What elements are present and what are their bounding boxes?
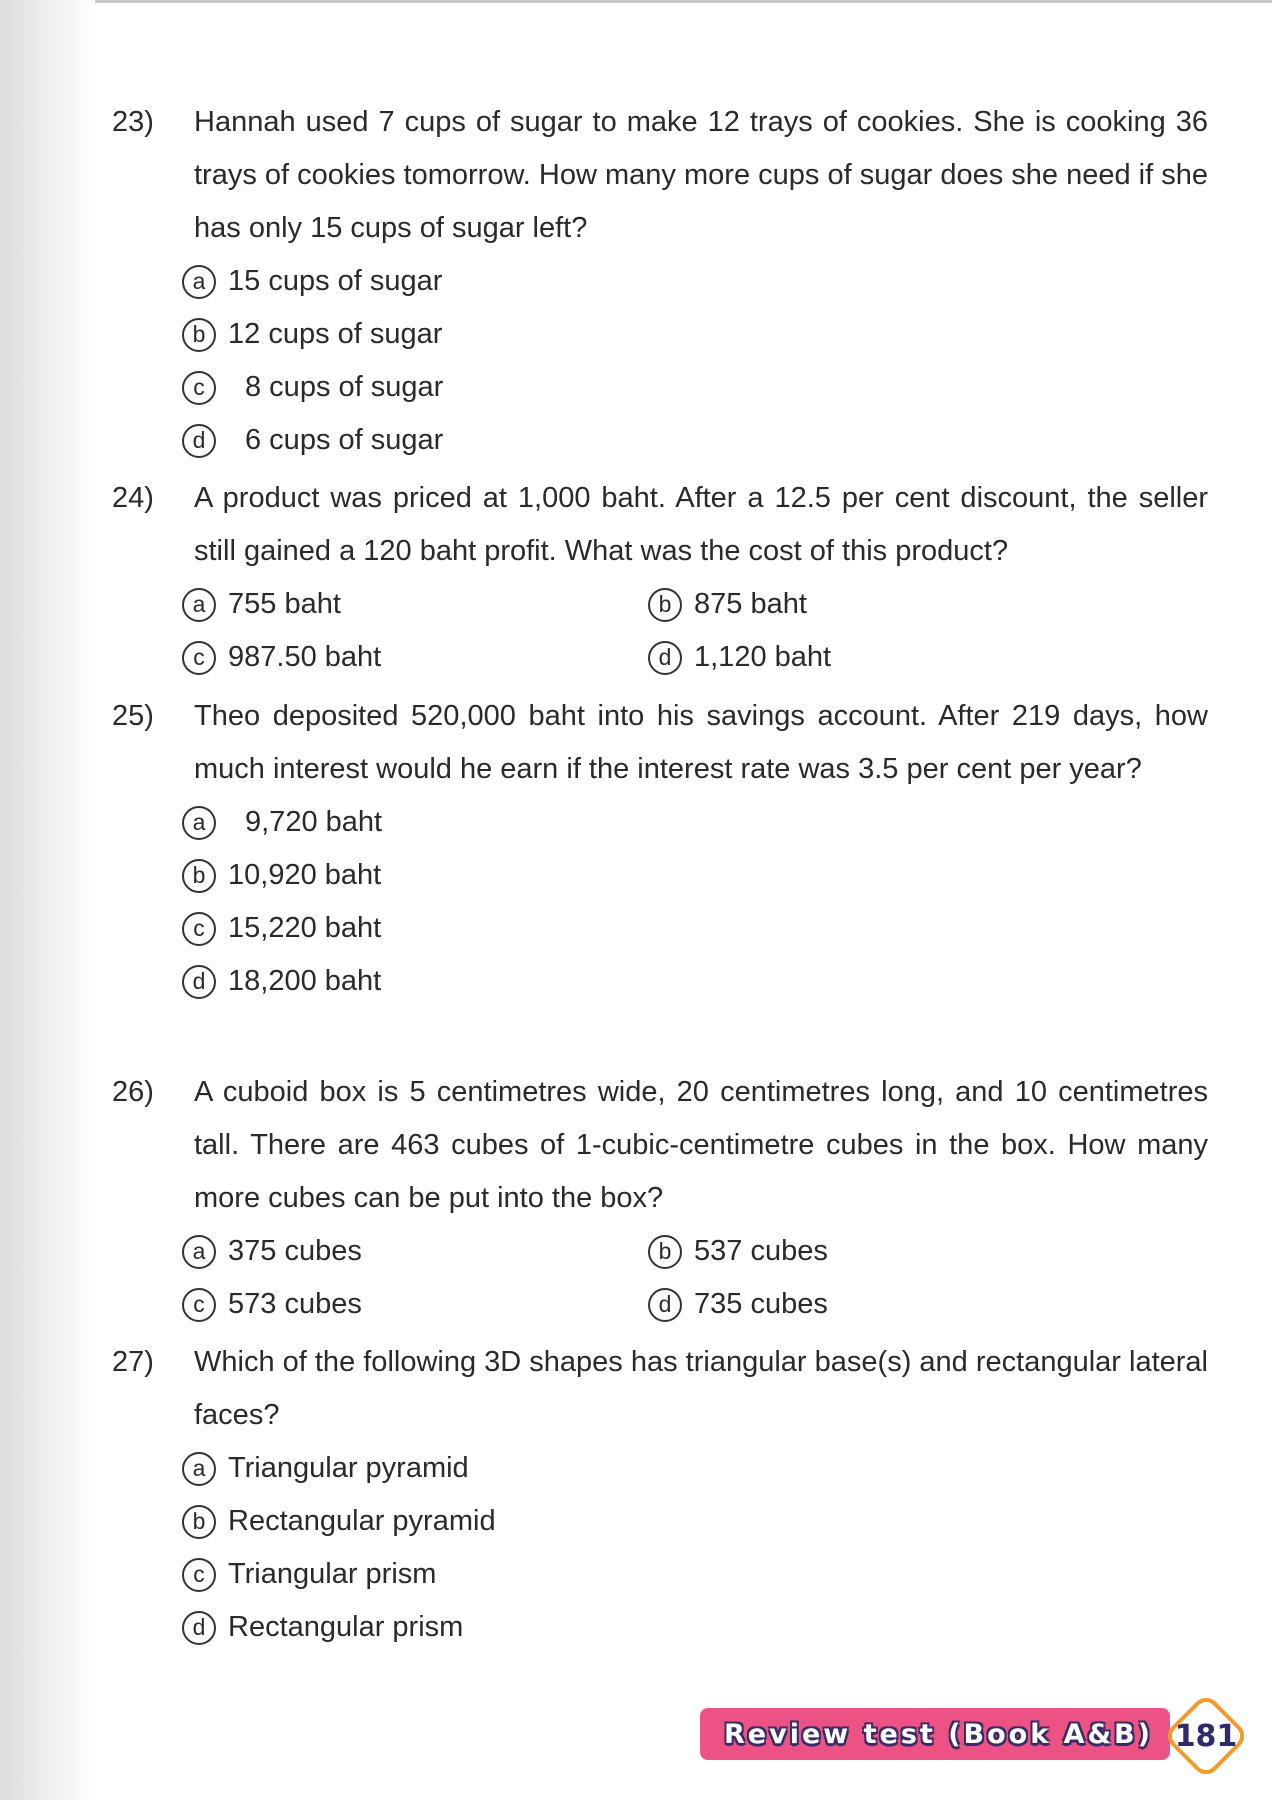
option-bubble: b xyxy=(182,318,216,352)
option-bubble: b xyxy=(648,588,682,622)
option-bubble: d xyxy=(182,1611,216,1645)
option-bubble: d xyxy=(648,641,682,675)
question-number: 25) xyxy=(112,700,154,732)
top-rule xyxy=(0,0,1272,3)
option-c[interactable] xyxy=(182,361,443,414)
options-list xyxy=(182,1225,1208,1331)
option-bubble: b xyxy=(182,1505,216,1539)
option-bubble: a xyxy=(182,1235,216,1269)
option-text: 537 cubes xyxy=(694,1235,828,1267)
option-d[interactable] xyxy=(182,1601,463,1654)
option-d[interactable] xyxy=(182,955,381,1008)
option-bubble: c xyxy=(182,912,216,946)
option-text: 375 cubes xyxy=(228,1235,362,1267)
option-text: Rectangular pyramid xyxy=(228,1505,496,1537)
question-25 xyxy=(112,690,1208,1008)
option-bubble: d xyxy=(182,424,216,458)
option-text: Rectangular prism xyxy=(228,1611,464,1643)
options-list xyxy=(182,578,1208,684)
option-text: 12 cups of sugar xyxy=(228,318,443,350)
option-bubble: c xyxy=(182,371,216,405)
question-text: A product was priced at 1,000 baht. After a 12.5 per cent discount, the seller still gained a 120 baht profit. What was the cost of this product? xyxy=(194,482,1208,567)
option-c[interactable] xyxy=(182,631,648,684)
options-list xyxy=(182,255,1208,467)
option-bubble: d xyxy=(182,965,216,999)
question-text: Which of the following 3D shapes has triangular base(s) and rectangular lateral faces? xyxy=(194,1346,1208,1431)
option-text: 1,120 baht xyxy=(694,641,832,673)
option-text: 573 cubes xyxy=(228,1288,362,1320)
page-number: 181 xyxy=(1174,1718,1238,1754)
option-a[interactable] xyxy=(182,578,648,631)
option-text: 755 baht xyxy=(228,588,341,620)
option-a[interactable] xyxy=(182,1442,469,1495)
option-bubble: d xyxy=(648,1288,682,1322)
option-bubble: b xyxy=(648,1235,682,1269)
options-list xyxy=(182,796,1208,1008)
option-b[interactable] xyxy=(182,849,381,902)
option-b[interactable] xyxy=(648,578,1114,631)
option-bubble: c xyxy=(182,641,216,675)
option-text: 10,920 baht xyxy=(228,859,382,891)
question-27 xyxy=(112,1336,1208,1654)
option-text: 9,720 baht xyxy=(245,806,383,838)
question-number: 24) xyxy=(112,482,154,514)
option-bubble: a xyxy=(182,806,216,840)
option-text: 735 cubes xyxy=(694,1288,828,1320)
question-26 xyxy=(112,1066,1208,1331)
footer-section-label: Review test (Book A&B) xyxy=(724,1718,1153,1750)
question-number: 23) xyxy=(112,106,154,138)
footer-section-badge xyxy=(700,1708,1170,1760)
option-bubble: b xyxy=(182,859,216,893)
option-text: Triangular prism xyxy=(228,1558,437,1590)
options-list xyxy=(182,1442,1208,1654)
option-c[interactable] xyxy=(182,1548,436,1601)
question-text: A cuboid box is 5 centimetres wide, 20 centimetres long, and 10 centimetres tall. There are 463 cubes of 1-cubic-centimetre cubes in the box. How many more cubes can be put into the box? xyxy=(194,1076,1208,1214)
option-text: 8 cups of sugar xyxy=(245,371,444,403)
page-number-badge xyxy=(1160,1690,1252,1782)
option-text: 875 baht xyxy=(694,588,807,620)
option-d[interactable] xyxy=(182,414,443,467)
option-a[interactable] xyxy=(182,1225,648,1278)
option-c[interactable] xyxy=(182,902,381,955)
option-text: Triangular pyramid xyxy=(228,1452,469,1484)
option-d[interactable] xyxy=(648,1278,1114,1331)
question-text: Hannah used 7 cups of sugar to make 12 trays of cookies. She is cooking 36 trays of cookies tomorrow. How many more cups of sugar does she need if she has only 15 cups of sugar left? xyxy=(194,106,1208,244)
option-bubble: a xyxy=(182,588,216,622)
option-text: 6 cups of sugar xyxy=(245,424,444,456)
question-number: 26) xyxy=(112,1076,154,1108)
option-text: 15 cups of sugar xyxy=(228,265,443,297)
question-24 xyxy=(112,472,1208,684)
option-bubble: c xyxy=(182,1288,216,1322)
option-text: 987.50 baht xyxy=(228,641,382,673)
option-bubble: c xyxy=(182,1558,216,1592)
option-text: 18,200 baht xyxy=(228,965,382,997)
option-bubble: a xyxy=(182,265,216,299)
option-c[interactable] xyxy=(182,1278,648,1331)
question-23 xyxy=(112,96,1208,467)
option-d[interactable] xyxy=(648,631,1114,684)
question-number: 27) xyxy=(112,1346,154,1378)
option-b[interactable] xyxy=(182,1495,496,1548)
option-b[interactable] xyxy=(182,308,442,361)
option-a[interactable] xyxy=(182,796,382,849)
option-b[interactable] xyxy=(648,1225,1114,1278)
option-bubble: a xyxy=(182,1452,216,1486)
question-text: Theo deposited 520,000 baht into his savings account. After 219 days, how much interest would he earn if the interest rate was 3.5 per cent per year? xyxy=(194,700,1208,785)
option-text: 15,220 baht xyxy=(228,912,382,944)
option-a[interactable] xyxy=(182,255,442,308)
page-gutter-shadow xyxy=(0,0,95,1800)
